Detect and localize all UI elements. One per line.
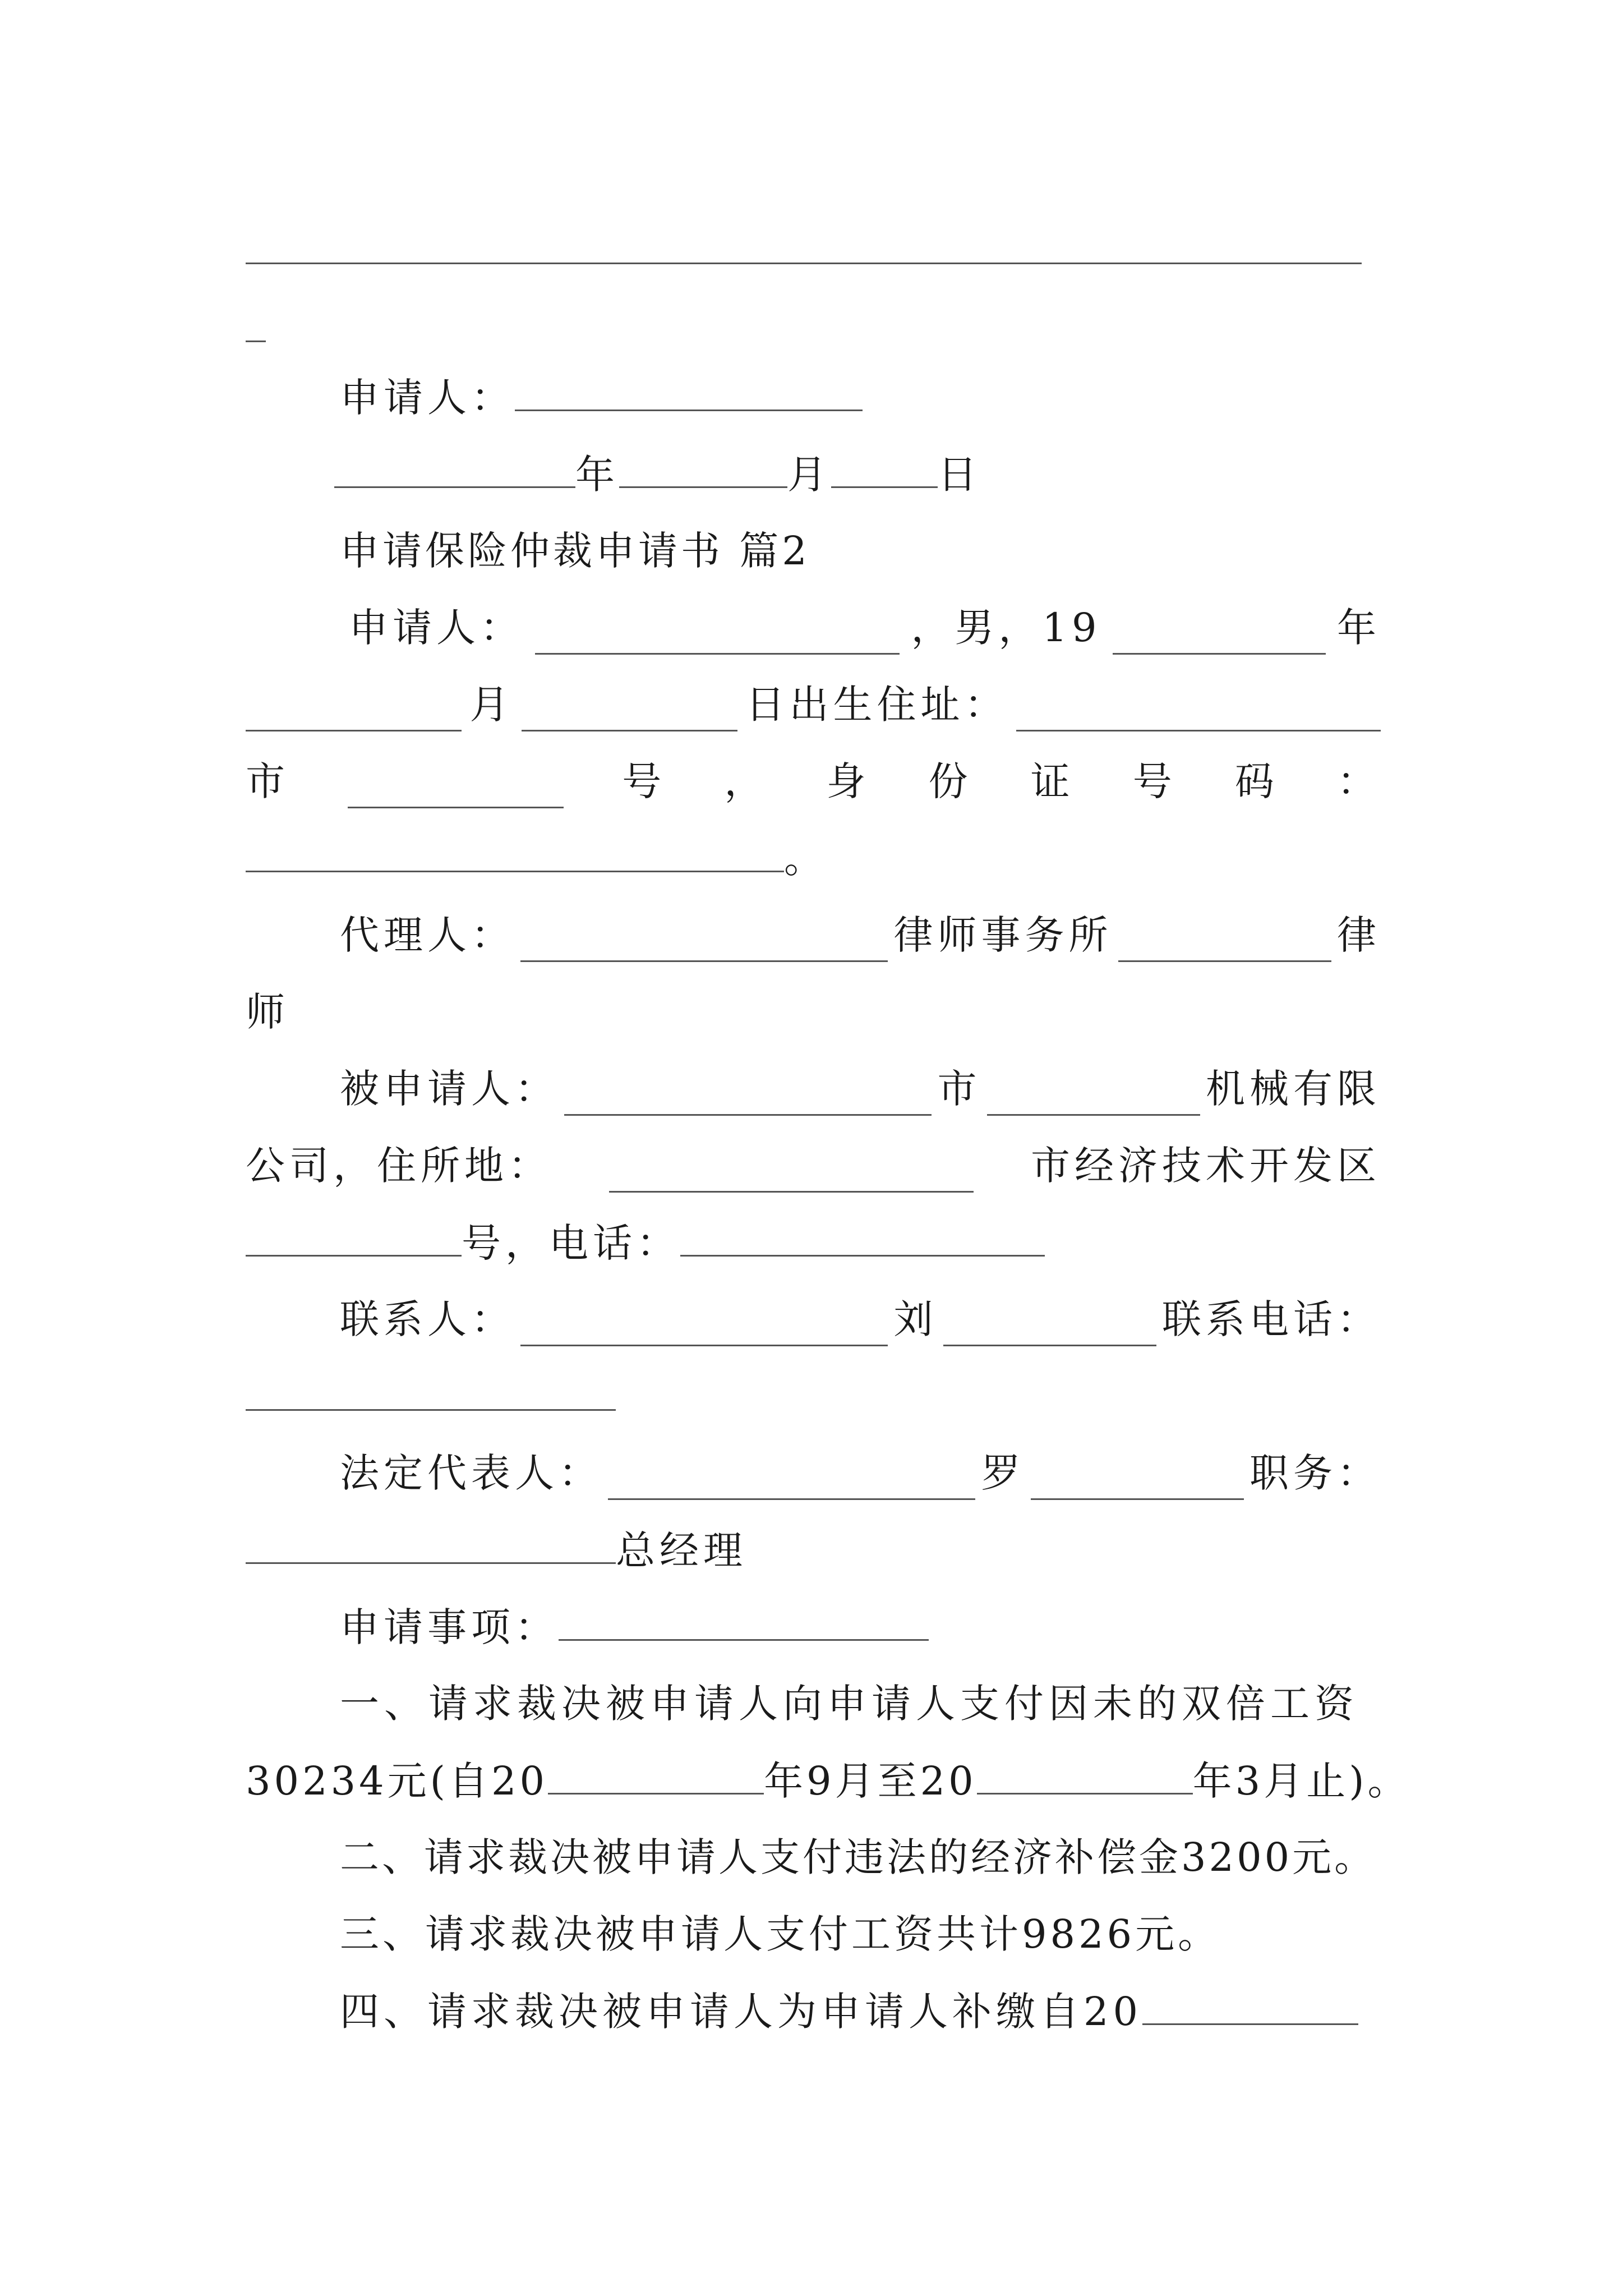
top-rule-stub <box>246 341 266 342</box>
respondent-company: 机械有限 <box>1206 1066 1381 1112</box>
id-number-line <box>246 754 1381 808</box>
item-2-line <box>340 1830 1376 1884</box>
position-value: 总经理 <box>616 1527 747 1573</box>
blank <box>246 1523 616 1564</box>
blank <box>564 1075 932 1116</box>
item-1-text: 一、请求裁决被申请人向申请人支付因未的双倍工资 <box>340 1681 1359 1727</box>
id-char: 身 <box>826 758 870 804</box>
applicant-line <box>349 601 1381 655</box>
id-char: 份 <box>928 758 972 804</box>
matters-label: 申请事项： <box>340 1604 559 1650</box>
period: 。 <box>784 836 828 882</box>
respondent-label: 被申请人： <box>340 1066 559 1112</box>
company-address-label: 公司，住所地： <box>246 1143 552 1189</box>
item-4-text: 四、请求裁决被申请人为申请人补缴自20 <box>340 1989 1143 2035</box>
item-1-year: 年9月至20 <box>764 1758 977 1804</box>
blank <box>608 1459 975 1500</box>
contact-label: 联系人： <box>340 1296 515 1342</box>
blank <box>943 1305 1156 1346</box>
agent-line <box>340 908 1381 962</box>
blank <box>334 447 575 488</box>
legal-rep-line <box>340 1446 1381 1500</box>
blank <box>987 1075 1200 1116</box>
id-blank-line <box>246 831 828 885</box>
item-1-end: 年3月止)。 <box>1192 1758 1410 1804</box>
blank <box>246 1216 462 1257</box>
comma: ， <box>724 758 768 804</box>
blank <box>1142 1984 1358 2025</box>
respondent-line <box>340 1062 1381 1116</box>
date-month: 月 <box>787 452 831 498</box>
blank <box>515 370 863 411</box>
law-firm: 律师事务所 <box>893 912 1113 958</box>
date-day: 日 <box>938 452 981 498</box>
blank <box>522 691 737 731</box>
item-3-text: 三、请求裁决被申请人支付工资共计9826元。 <box>340 1911 1221 1957</box>
lawyer-title-1: 律 <box>1337 912 1381 958</box>
blank <box>559 1600 929 1641</box>
blank <box>535 614 900 655</box>
applicant-label: 申请人： <box>349 605 524 651</box>
legal-rep-label: 法定代表人： <box>340 1450 602 1496</box>
item-1-line-1 <box>340 1677 1359 1731</box>
birth-address-label: 日出生住址： <box>745 682 1008 728</box>
gender-birth: ，男，19 <box>911 605 1101 651</box>
contact-phone-label: 联系电话： <box>1162 1296 1381 1342</box>
respondent-city: 市 <box>937 1066 981 1112</box>
city-suffix: 市 <box>246 758 289 804</box>
item-2-text: 二、请求裁决被申请人支付违法的经济补偿金3200元。 <box>340 1834 1377 1880</box>
phone-line <box>246 1216 1045 1269</box>
id-char: 码 <box>1234 758 1279 804</box>
birth-year: 年 <box>1336 605 1381 651</box>
blank <box>1031 1459 1244 1500</box>
top-rule <box>246 263 1362 264</box>
blank <box>520 921 888 962</box>
blank <box>246 831 784 872</box>
heading-text: 申请保险仲裁申请书 篇2 <box>340 528 810 574</box>
item-3-line <box>340 1907 1220 1961</box>
contact-line <box>340 1292 1381 1346</box>
blank <box>831 447 938 488</box>
blank <box>246 691 462 731</box>
blank <box>548 1754 764 1795</box>
lawyer-title-2: 师 <box>246 989 289 1035</box>
id-char: 证 <box>1030 758 1075 804</box>
agent-line-2 <box>246 985 289 1039</box>
blank <box>1118 921 1331 962</box>
respondent-address-line <box>246 1139 1381 1193</box>
contact-surname: 刘 <box>893 1296 938 1342</box>
date-line <box>334 447 981 501</box>
agent-label: 代理人： <box>340 912 515 958</box>
item-1-line-2 <box>246 1754 1410 1807</box>
applicant-signature-label: 申请人： <box>340 375 515 421</box>
item-4-line <box>340 1984 1358 2038</box>
blank <box>609 1152 974 1193</box>
position-line <box>246 1523 747 1577</box>
blank <box>680 1216 1045 1257</box>
blank <box>1113 614 1326 655</box>
matters-line <box>340 1600 929 1654</box>
blank <box>619 447 787 488</box>
date-year: 年 <box>575 452 619 498</box>
birth-month: 月 <box>469 682 514 728</box>
colon: ： <box>1336 758 1381 804</box>
section-heading <box>340 524 810 578</box>
number-suffix: 号 <box>622 758 666 804</box>
blank <box>348 767 564 808</box>
blank <box>977 1754 1193 1795</box>
contact-phone-blank <box>246 1409 616 1411</box>
development-zone: 市经济技术开发区 <box>1031 1143 1381 1189</box>
legal-rep-surname: 罗 <box>981 1450 1025 1496</box>
id-char: 号 <box>1132 758 1177 804</box>
blank <box>520 1305 888 1346</box>
phone-label: 号，电话： <box>462 1220 680 1266</box>
blank <box>1016 691 1381 731</box>
item-1-amount: 30234元(自20 <box>246 1758 548 1804</box>
birth-address-line <box>246 678 1381 731</box>
applicant-signature-line <box>340 370 863 424</box>
position-label: 职务： <box>1249 1450 1381 1496</box>
